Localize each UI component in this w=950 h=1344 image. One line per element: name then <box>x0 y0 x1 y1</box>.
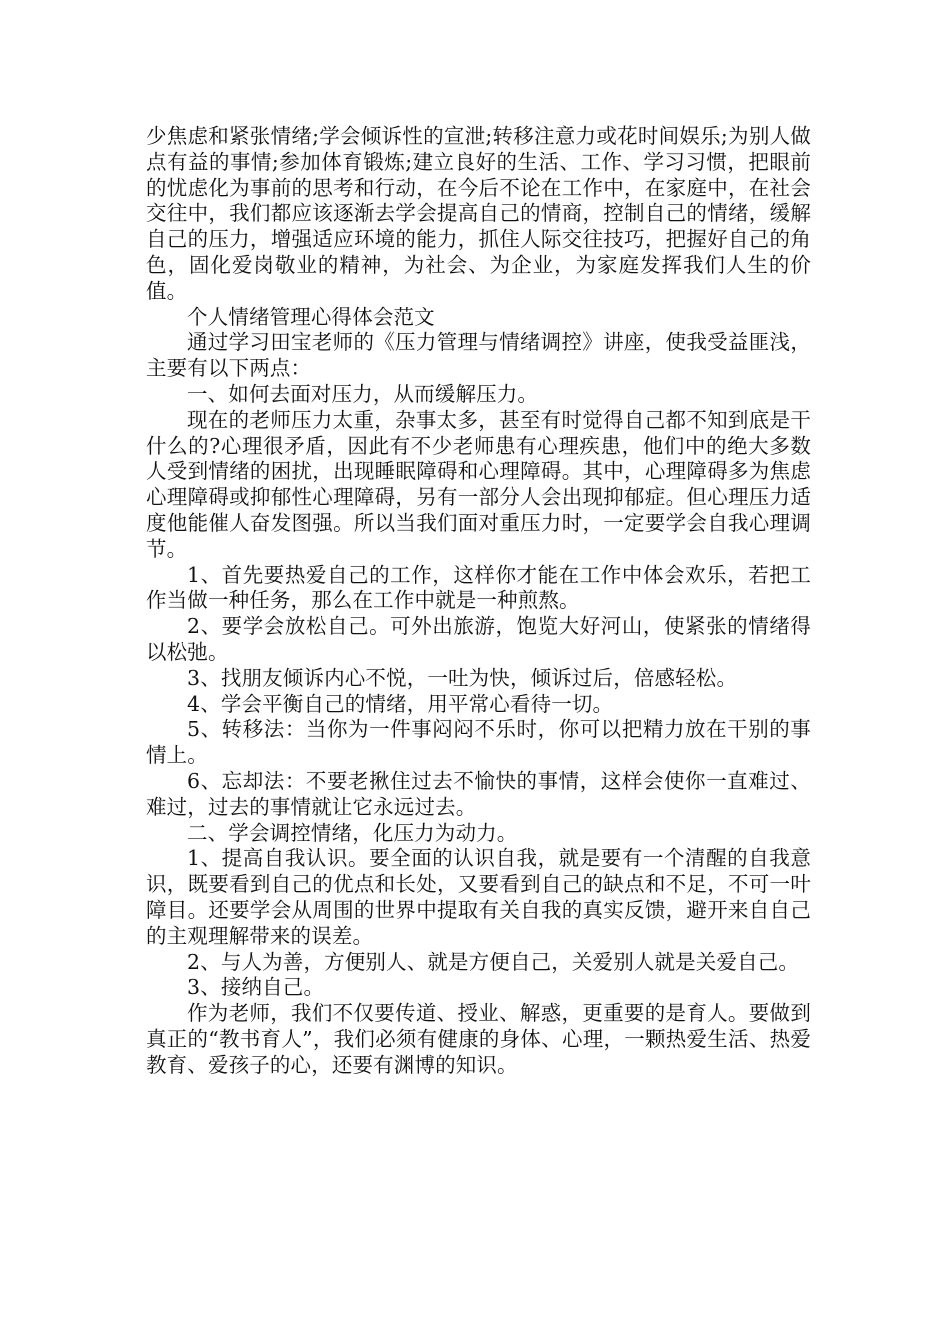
list-item-2: 2、要学会放松自己。可外出旅游，饱览大好河山，使紧张的情绪得以松弛。 <box>146 614 811 664</box>
list-item-2-2: 2、与人为善，方便别人、就是方便自己，关爱别人就是关爱自己。 <box>187 949 800 974</box>
section-title: 个人情绪管理心得体会范文 <box>187 304 435 329</box>
list-item-4: 4、学会平衡自己的情绪，用平常心看待一切。 <box>187 691 614 716</box>
document-body <box>146 124 811 1078</box>
list-item-3: 3、找朋友倾诉内心不悦，一吐为快，倾诉过后，倍感轻松。 <box>187 665 738 690</box>
list-item-5: 5、转移法：当你为一件事闷闷不乐时，你可以把精力放在干别的事情上。 <box>146 717 811 768</box>
list-item-6: 6、忘却法：不要老揪住过去不愉快的事情，这样会使你一直难过、难过，过去的事情就让它永远过去。 <box>146 768 811 819</box>
paragraph-intro: 通过学习田宝老师的《压力管理与情绪调控》讲座，使我受益匪浅，主要有以下两点： <box>146 330 811 381</box>
heading-part-one: 一、如何去面对压力，从而缓解压力。 <box>187 381 539 406</box>
paragraph-conclusion: 作为老师，我们不仅要传道、授业、解惑，更重要的是育人。要做到真正的“教书育人”，我们必须有健康的身体、心理，一颗热爱生活、热爱教育、爱孩子的心，还要有渊博的知识。 <box>146 1001 811 1077</box>
heading-part-two: 二、学会调控情绪，化压力为动力。 <box>187 820 518 845</box>
list-item-2-3: 3、接纳自己。 <box>187 975 325 1000</box>
list-item-1: 1、首先要热爱自己的工作，这样你才能在工作中体会欢乐，若把工作当做一种任务，那么在工作中就是一种煎熬。 <box>146 562 811 613</box>
paragraph-continuation: 少焦虑和紧张情绪;学会倾诉性的宣泄;转移注意力或花时间娱乐;为别人做点有益的事情;参加体育锻炼;建立良好的生活、工作、学习习惯，把眼前的忧虑化为事前的思考和行动，在今后不论在工作中，在家庭中，在社会交往中，我们都应该逐渐去学会提高自己的情商，控制自己的情绪，缓解自己的压力，增强适应环境的能力，抓住人际交往技巧，把握好自己的角色，固化爱岗敬业的精神，为社会、为企业，为家庭发挥我们人生的价值。 <box>146 124 811 303</box>
list-item-2-1: 1、提高自我认识。要全面的认识自我，就是要有一个清醒的自我意识，既要看到自己的优点和长处，又要看到自己的缺点和不足，不可一叶障目。还要学会从周围的世界中提取有关自我的真实反馈，避开来自自己的主观理解带来的误差。 <box>146 846 811 948</box>
paragraph-pressure: 现在的老师压力太重，杂事太多，甚至有时觉得自己都不知到底是干什么的?心理很矛盾，因此有不少老师患有心理疾患，他们中的绝大多数人受到情绪的困扰，出现睡眠障碍和心理障碍。其中，心理障碍多为焦虑心理障碍或抑郁性心理障碍，另有一部分人会出现抑郁症。但心理压力适度他能催人奋发图强。所以当我们面对重压力时，一定要学会自我心理调节。 <box>146 407 811 561</box>
